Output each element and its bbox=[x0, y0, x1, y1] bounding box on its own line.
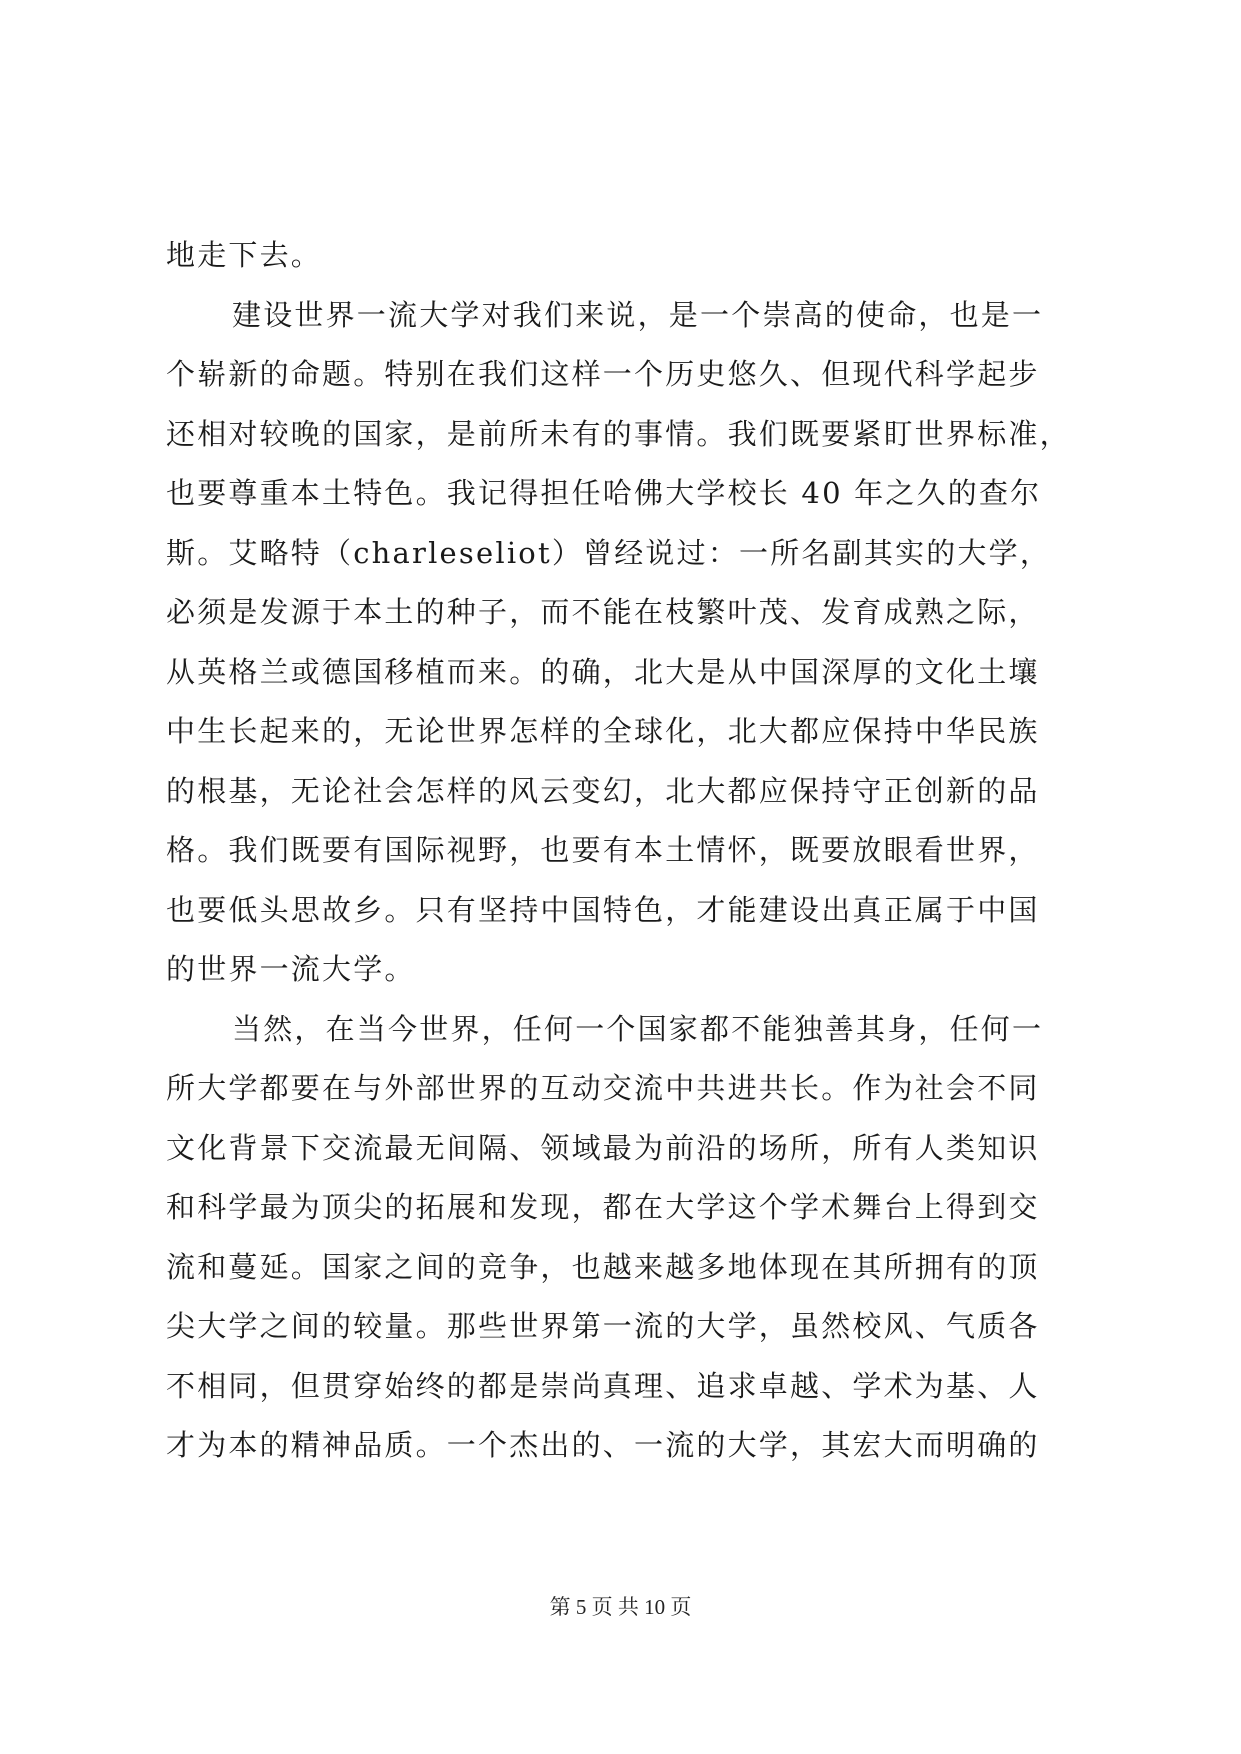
text-line: 还相对较晚的国家，是前所未有的事情。我们既要紧盯世界标准， bbox=[166, 416, 1071, 451]
text-line: 不相同，但贯穿始终的都是崇尚真理、追求卓越、学术为基、人 bbox=[166, 1368, 1040, 1403]
text-line: 所大学都要在与外部世界的互动交流中共进共长。作为社会不同 bbox=[166, 1071, 1040, 1105]
text-line: 也要尊重本土特色。我记得担任哈佛大学校长 40 年之久的查尔 bbox=[166, 476, 1042, 510]
text-line: 也要低头思故乡。只有坚持中国特色，才能建设出真正属于中国 bbox=[166, 892, 1040, 927]
text-line: 必须是发源于本土的种子，而不能在枝繁叶茂、发育成熟之际， bbox=[166, 595, 1040, 629]
page-number-footer: 第 5 页 共 10 页 bbox=[549, 1595, 692, 1619]
text-line: 流和蔓延。国家之间的竞争，也越来越多地体现在其所拥有的顶 bbox=[166, 1249, 1040, 1284]
body-text bbox=[166, 226, 1076, 1476]
text-line: 地走下去。 bbox=[166, 238, 323, 272]
text-line: 的根基，无论社会怎样的风云变幻，北大都应保持守正创新的品 bbox=[166, 773, 1040, 808]
text-line: 和科学最为顶尖的拓展和发现，都在大学这个学术舞台上得到交 bbox=[166, 1190, 1040, 1224]
text-line: 个崭新的命题。特别在我们这样一个历史悠久、但现代科学起步 bbox=[166, 357, 1040, 391]
text-line: 文化背景下交流最无间隔、领域最为前沿的场所，所有人类知识 bbox=[166, 1130, 1040, 1165]
text-line: 斯。艾略特（charleseliot）曾经说过：一所名副其实的大学， bbox=[166, 535, 1052, 570]
text-line: 的世界一流大学。 bbox=[166, 952, 416, 986]
paragraph-first-line: 当然，在当今世界，任何一个国家都不能独善其身，任何一 bbox=[232, 1011, 1044, 1046]
text-line: 格。我们既要有国际视野，也要有本土情怀，既要放眼看世界， bbox=[166, 833, 1040, 867]
text-line: 中生长起来的，无论世界怎样的全球化，北大都应保持中华民族 bbox=[166, 714, 1040, 748]
text-line: 才为本的精神品质。一个杰出的、一流的大学，其宏大而明确的 bbox=[166, 1428, 1040, 1462]
text-line: 从英格兰或德国移植而来。的确，北大是从中国深厚的文化土壤 bbox=[166, 654, 1040, 689]
paragraph-first-line: 建设世界一流大学对我们来说，是一个崇高的使命，也是一 bbox=[232, 297, 1044, 332]
text-line: 尖大学之间的较量。那些世界第一流的大学，虽然校风、气质各 bbox=[166, 1309, 1040, 1343]
